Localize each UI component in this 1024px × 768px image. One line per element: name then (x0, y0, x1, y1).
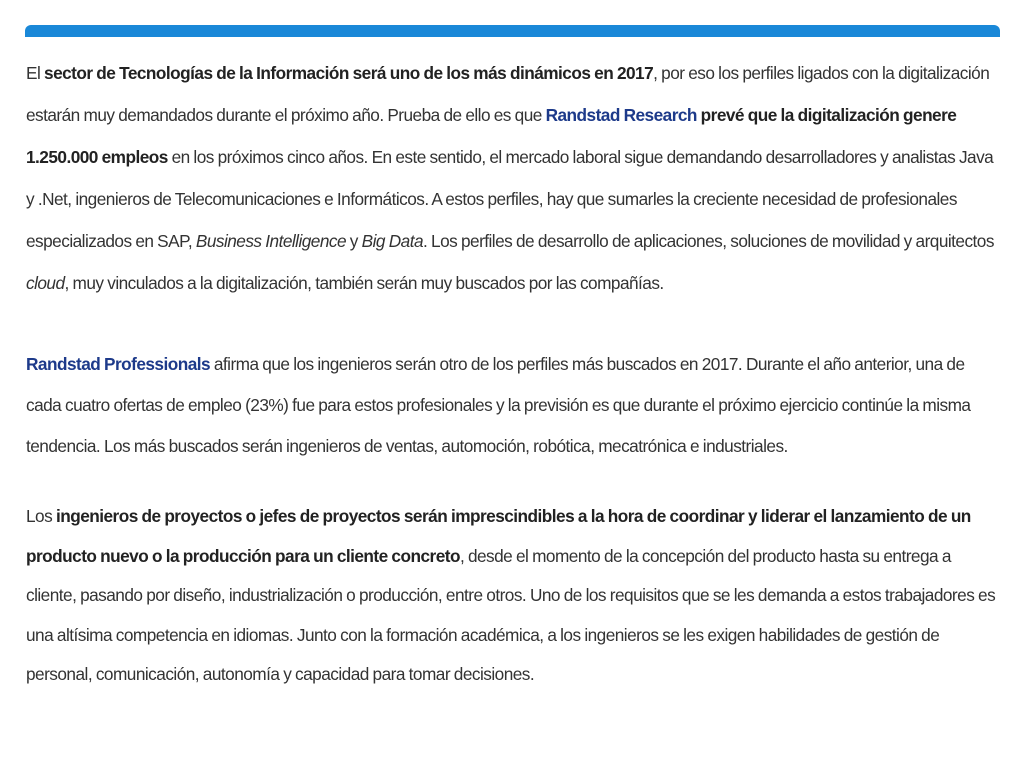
italic-text: Big Data (361, 231, 424, 251)
text-span: , desde el momento de la concepción del producto hasta su entrega a cliente, pasando por diseño, industrialización o producción, entre otros. Uno de los requisitos que se les demanda a estos trabajadores es una altísima competencia en idiomas. Junto con la formación académica, a los ingenieros se les exigen habilidades de gestión de personal, comunicación, autonomía y capacidad para tomar decisiones. (26, 545, 996, 684)
text-span: , muy vinculados a la digitalización, también serán muy buscados por las compañías. (64, 273, 664, 293)
text-span: . Los perfiles de desarrollo de aplicaciones, soluciones de movilidad y arquitectos (423, 231, 994, 251)
paragraph-engineers (26, 344, 999, 467)
paragraph-it-sector (26, 52, 999, 304)
italic-text: Business Intelligence (195, 231, 347, 251)
text-span: y (346, 231, 362, 251)
text-span: Los (26, 506, 56, 526)
article-top-bar (25, 25, 1000, 37)
bold-text: prevé que la digitalización genere 1.250.000 empleos (26, 105, 957, 167)
article-body (26, 52, 998, 695)
bold-text: ingenieros de proyectos o jefes de proyectos serán imprescindibles a la hora de coordinar y liderar el lanzamiento de un producto nuevo o la producción para un cliente concreto (26, 506, 971, 566)
bold-text: sector de Tecnologías de la Información será uno de los más dinámicos en 2017 (44, 63, 654, 83)
paragraph-project-managers (26, 497, 999, 695)
text-span: afirma que los ingenieros serán otro de los perfiles más buscados en 2017. Durante el año anterior, una de cada cuatro ofertas de empleo (23%) fue para estos profesionales y la previsión es que durante el próximo ejercicio continúe la misma tendencia. Los más buscados serán ingenieros de ventas, automoción, robótica, mecatrónica e industriales. (26, 354, 971, 456)
text-span: , por eso los perfiles ligados con la digitalización estarán muy demandados durante el próximo año. Prueba de ello es que (26, 63, 990, 125)
italic-text: cloud (26, 273, 65, 293)
text-span: El (26, 63, 45, 83)
randstad-research-link[interactable]: Randstad Research (545, 105, 697, 125)
randstad-professionals-link[interactable]: Randstad Professionals (26, 354, 211, 374)
text-span: en los próximos cinco años. En este sentido, el mercado laboral sigue demandando desarrolladores y analistas Java y .Net, ingenieros de Telecomunicaciones e Informáticos. A estos perfiles, hay que sumarles la creciente necesidad de profesionales especializados en SAP, (26, 147, 994, 251)
